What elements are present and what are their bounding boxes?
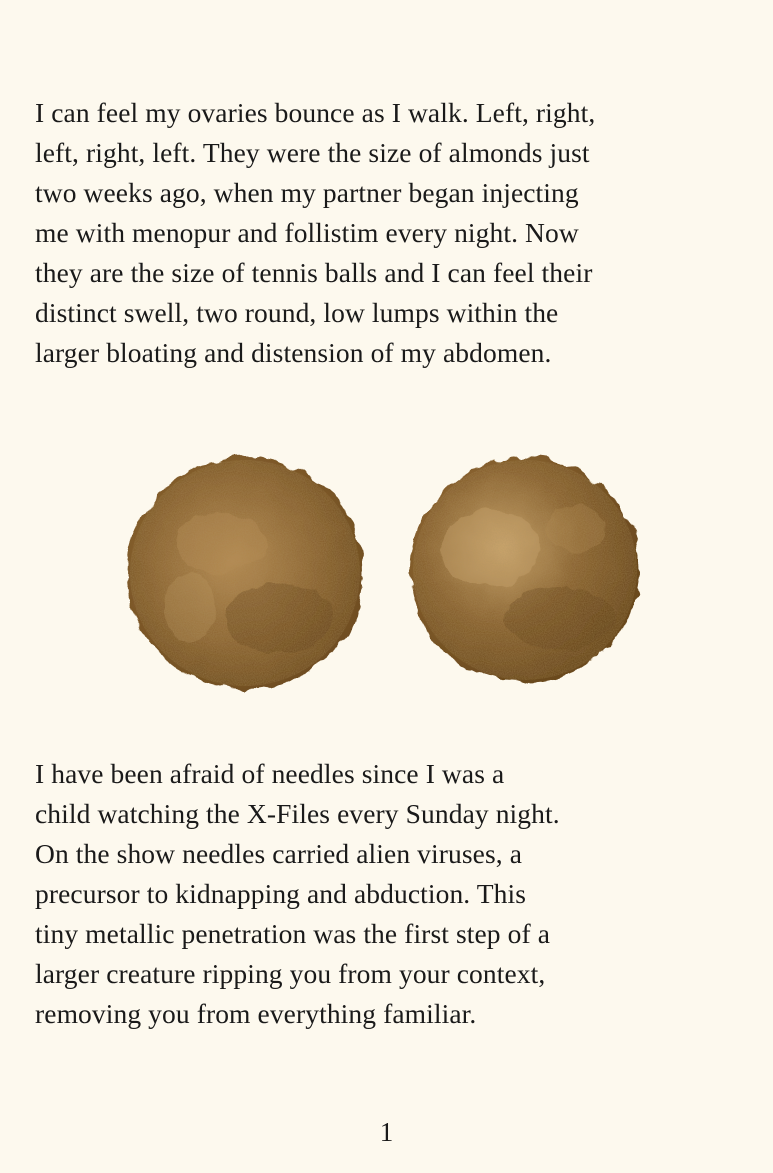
text-line: tiny metallic penetration was the first step of a [35,918,551,949]
text-line: larger creature ripping you from your context, [35,958,546,989]
text-line: left, right, left. They were the size of almonds just [35,137,590,168]
paragraph-needles [35,754,735,1034]
text-line: I have been afraid of needles since I was a [35,758,505,789]
text-line: two weeks ago, when my partner began injecting [35,177,579,208]
text-line: distinct swell, two round, low lumps within the [35,297,559,328]
text-line: they are the size of tennis balls and I can feel their [35,257,593,288]
text-line: child watching the X-Files every Sunday night. [35,798,560,829]
ovaries-illustration [120,448,650,698]
text-line: me with menopur and follistim every night. Now [35,217,579,248]
text-line: On the show needles carried alien viruses, a [35,838,523,869]
text-line: larger bloating and distension of my abdomen. [35,337,552,368]
text-line: removing you from everything familiar. [35,998,477,1029]
text-line: precursor to kidnapping and abduction. This [35,878,527,909]
paragraph-ovaries [35,93,735,373]
text-line: I can feel my ovaries bounce as I walk. Left, right, [35,97,596,128]
page-number: 1 [379,1117,394,1147]
